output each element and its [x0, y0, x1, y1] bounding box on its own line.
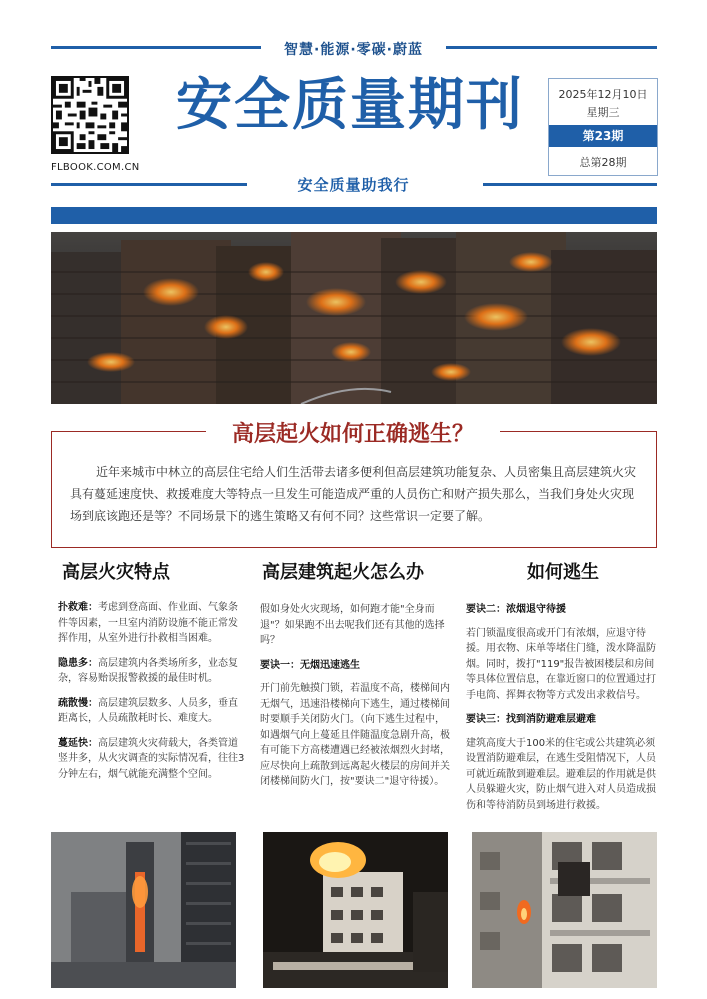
col1-item-key: 疏散慢： [58, 697, 98, 709]
photo-apartment-fire [472, 832, 657, 988]
col1-item [58, 600, 246, 647]
col3-text-1: 若门锁温度很高或开门有浓烟，应退守待援。用衣物、床单等堵住门缝，泼水降温防烟。同时，拨打"119"报告被困楼层和房间等具体位置信息，在靠近窗口的位置通过打手电筒、挥舞衣物等方式发出求救信号。 [466, 627, 656, 701]
col1-item-text: 高层建筑火灾荷载大，各类管道竖井多，从火灾调查的实际情况看，往往3分钟左右，烟气就能充满整个空间。 [58, 737, 245, 780]
col1-item-key: 扑救难： [58, 602, 98, 613]
col1-item-key: 蔓延快： [58, 737, 98, 749]
col1-item-text: 考虑到登高面、作业面、气象条件等因素，一旦室内消防设施不能正常发挥作用，从室外进行扑救相当困难。 [58, 602, 238, 644]
col1-item [58, 736, 246, 783]
article-headline: 高层起火如何正确逃生？ [231, 421, 474, 447]
masthead-rule-right [446, 46, 657, 49]
issue-weekday: 星期三 [586, 106, 620, 119]
col1-heading: 高层火灾特点 [62, 562, 170, 583]
issue-box [548, 78, 658, 176]
col1-item-text: 高层建筑内各类场所多，业态复杂，容易贻误报警救援的最佳时机。 [58, 657, 238, 684]
qr-code-icon [53, 78, 127, 152]
motto-rule-right [483, 183, 657, 186]
col3-heading: 如何逃生 [527, 562, 599, 583]
col1-body [58, 600, 246, 791]
masthead-slogan: 智慧·能源·零碳·蔚蓝 [284, 42, 423, 58]
issue-date: 2025年12月10日 [558, 88, 648, 101]
col2-heading: 高层建筑起火怎么办 [262, 562, 424, 583]
issue-number: 第23期 [549, 125, 657, 147]
col1-item [58, 696, 246, 727]
col1-item-text: 高层建筑层数多、人员多，垂直距离长，人员疏散耗时长、难度大。 [58, 697, 238, 724]
issue-total: 总第28期 [579, 156, 627, 169]
col2-text: 开门前先触摸门锁，若温度不高，楼梯间内无烟气，迅速沿楼梯向下逃生，通过楼梯间时要顺手关闭防火门。（向下逃生过程中，如遇烟气向上蔓延且伴随温度急剧升高，极有可能下方高楼遭遇已经被浓烟烈火封堵，应尽快向上疏散到远离起火楼层的房间并关闭楼梯间防火门，按"要诀二"退守待援）。 [260, 683, 450, 787]
col2-lead: 假如身处火灾现场，如何跑才能"全身而退"？如果跑不出去呢我们还有其他的选择吗？ [260, 604, 445, 646]
site-url: FLBOOK.COM.CN [51, 162, 140, 173]
col3-subheading-2: 要诀三：找到消防避难层避难 [466, 714, 596, 725]
col3-subheading-1: 要诀二：浓烟退守待援 [466, 604, 566, 615]
masthead-motto: 安全质量助我行 [297, 176, 410, 194]
col1-item [58, 656, 246, 687]
col3-body [466, 602, 656, 822]
article-intro: 近年来城市中林立的高层住宅给人们生活带去诸多便利但高层建筑功能复杂、人员密集且高层建筑火灾具有蔓延速度快、救援难度大等特点一旦发生可能造成严重的人员伤亡和财产损失那么，当我们身处火灾现场到底该跑还是等？不同场景下的逃生策略又有何不同？这些常识一定要了解。 [70, 465, 637, 523]
col3-text-2: 建筑高度大于100米的住宅或公共建筑必须设置消防避难层，在逃生受阻情况下，人员可就近疏散到避难层。避难层的作用就是供人员躲避火灾，防止烟气进入对人员造成损伤和等待消防员到场进行救援。 [466, 737, 656, 811]
col2-body [260, 602, 450, 799]
qr-code [51, 76, 129, 154]
photo-night-fire [263, 832, 448, 988]
col2-subheading: 要诀一：无烟迅速逃生 [260, 659, 360, 671]
magazine-title: 安全质量期刊 [176, 73, 524, 138]
photo-skyscraper-fire [51, 832, 236, 988]
col1-item-key: 隐患多： [58, 657, 98, 669]
hero-fire-photo [51, 232, 657, 404]
header-band [51, 207, 657, 224]
